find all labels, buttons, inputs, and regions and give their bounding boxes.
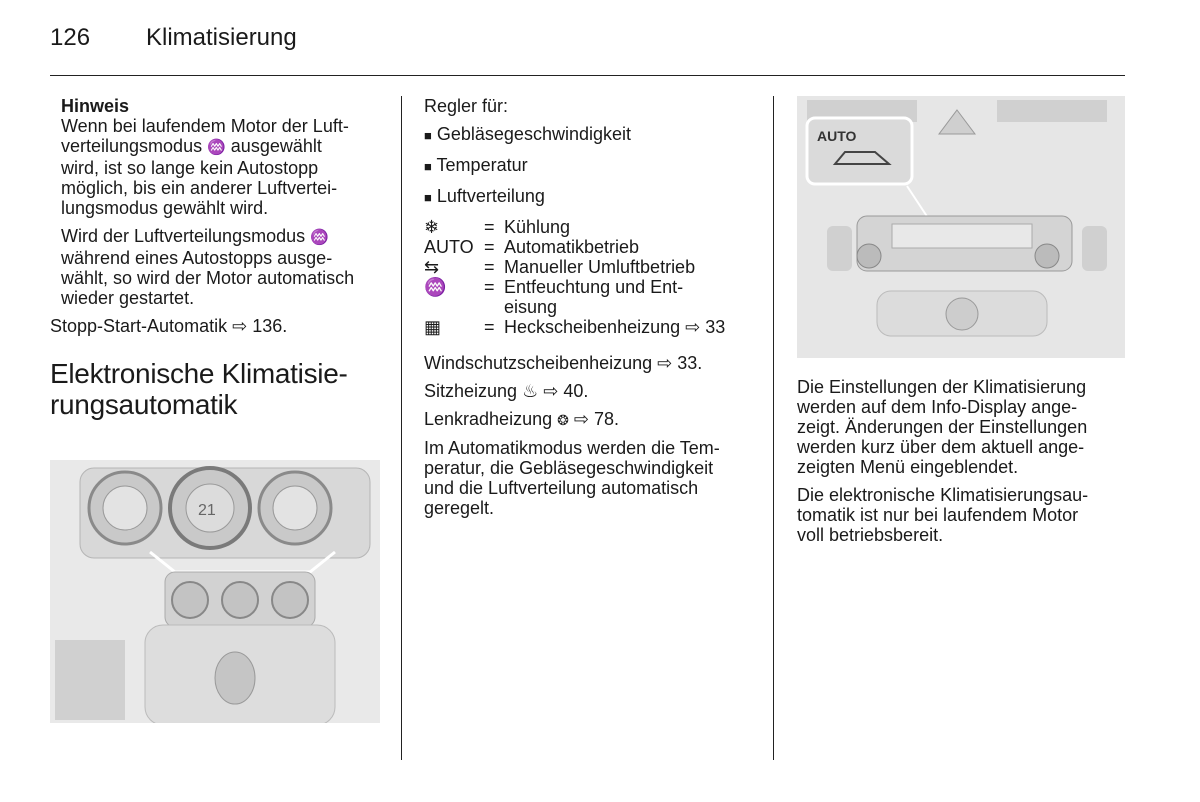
auto-display-text: AUTO (817, 128, 857, 144)
control-list (424, 124, 759, 208)
body-line: Im Automatikmodus werden die Tem- (424, 438, 720, 458)
climate-panel-figure (50, 460, 380, 723)
legend-row: ♒ = Entfeuchtung und Ent- eisung (424, 277, 684, 317)
body-line: voll betriebsbereit. (797, 525, 944, 545)
body-line: zeigten Menü eingeblendet. (797, 457, 1019, 477)
legend-row: ⇆ = Manueller Umluftbetrieb (424, 257, 696, 277)
note-line: während eines Autostopps ausge- (61, 248, 333, 268)
seat-heating-icon: ♨ (522, 381, 539, 401)
defrost-icon: ♒ (424, 277, 447, 297)
symbol-legend (424, 217, 759, 337)
intro-text: Regler für: (424, 96, 509, 116)
recirculation-icon: ⇆ (424, 257, 440, 277)
note-line: wählt, so wird der Motor automatisch (61, 268, 355, 288)
auto-label: AUTO (424, 237, 474, 257)
cross-reference[interactable]: Lenkradheizung ❂ ⇨ 78. (424, 409, 620, 429)
legend-row: AUTO = Automatikbetrieb (424, 237, 640, 257)
column-1 (50, 96, 385, 420)
info-display-illustration (797, 96, 1125, 358)
body-line: und die Luftverteilung automatisch (424, 478, 699, 498)
cooling-icon: ❄ (424, 217, 440, 237)
list-item: ■ Gebläsegeschwindigkeit (424, 124, 631, 144)
note-line: wird, ist so lange kein Autostopp (61, 158, 319, 178)
legend-row: ▦ = Heckscheibenheizung ⇨ 33 (424, 317, 726, 337)
body-line: Die Einstellungen der Klimatisierung (797, 377, 1087, 397)
note-box (61, 96, 385, 308)
list-item: ■ Luftverteilung (424, 186, 545, 206)
body-line: werden kurz über dem aktuell ange- (797, 437, 1085, 457)
column-2 (424, 96, 759, 518)
body-line: Die elektronische Klimatisierungsau- (797, 485, 1089, 505)
column-3 (797, 377, 1127, 545)
column-divider (773, 96, 774, 760)
note-line: wieder gestartet. (61, 288, 195, 308)
cross-reference[interactable]: Stopp-Start-Automatik ⇨ 136. (50, 316, 288, 336)
body-line: tomatik ist nur bei laufendem Motor (797, 505, 1079, 525)
note-line: Wenn bei laufendem Motor der Luft- (61, 116, 349, 136)
header-rule (50, 75, 1125, 76)
rear-window-heating-icon: ▦ (424, 317, 442, 337)
page-title: Klimatisierung (146, 24, 297, 51)
body-line: peratur, die Gebläsegeschwindigkeit (424, 458, 714, 478)
climate-panel-illustration (50, 460, 380, 723)
body-line: zeigt. Änderungen der Einstellungen (797, 417, 1088, 437)
steering-wheel-icon: ❂ (557, 412, 569, 428)
cross-reference[interactable]: Windschutzscheibenheizung ⇨ 33. (424, 353, 703, 373)
info-display-figure (797, 96, 1125, 358)
svg-text:21: 21 (198, 502, 216, 519)
note-line: lungsmodus gewählt wird. (61, 198, 269, 218)
list-item: ■ Temperatur (424, 155, 528, 175)
note-line: verteilungsmodus ♒ ausgewählt (61, 136, 322, 156)
legend-row: ❄ = Kühlung (424, 217, 571, 237)
air-distribution-icon: ♒ (310, 229, 329, 246)
note-line: möglich, bis ein anderer Luftvertei- (61, 178, 338, 198)
page-number: 126 (50, 24, 91, 51)
body-line: werden auf dem Info-Display ange- (797, 397, 1078, 417)
arrow-icon: ⇨ (232, 316, 248, 336)
air-distribution-icon: ♒ (207, 139, 226, 156)
body-line: geregelt. (424, 498, 495, 518)
section-heading: Elektronische Klimatisie- rungsautomatik (50, 358, 348, 420)
column-divider (401, 96, 402, 760)
note-label: Hinweis (61, 96, 130, 116)
note-line: Wird der Luftverteilungsmodus ♒ (61, 226, 329, 246)
cross-reference[interactable]: Sitzheizung ♨ ⇨ 40. (424, 381, 589, 401)
